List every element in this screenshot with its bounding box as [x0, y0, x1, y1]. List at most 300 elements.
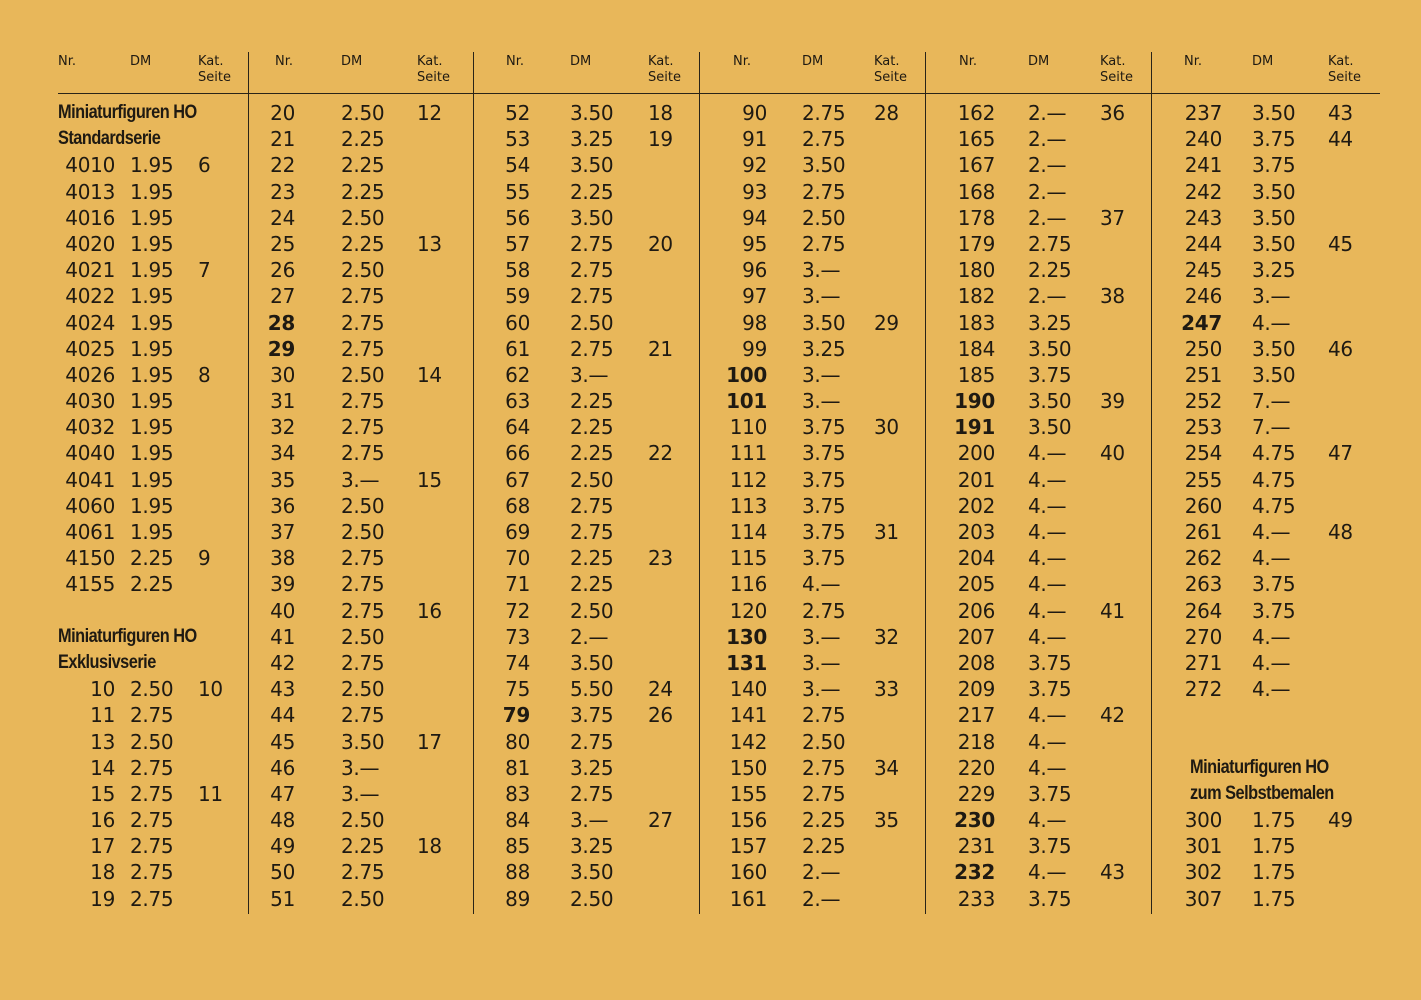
price-dm: 2.50 [341, 808, 385, 833]
table-row [926, 257, 1151, 283]
item-number: 19 [90, 886, 115, 911]
table-row [700, 702, 925, 728]
item-number: 4040 [65, 441, 115, 466]
catalog-page: 44 [1328, 127, 1353, 152]
price-dm: 3.50 [802, 153, 846, 178]
price-dm: 4.— [1252, 677, 1291, 702]
table-row [1152, 650, 1380, 676]
table-row [249, 833, 473, 859]
item-number: 74 [505, 650, 530, 675]
table-row [700, 755, 925, 781]
table-row [926, 152, 1151, 178]
table-row [700, 414, 925, 440]
item-number: 28 [267, 310, 295, 335]
item-number: 47 [270, 781, 295, 806]
table-row [58, 205, 248, 231]
price-list-table [58, 52, 1380, 914]
table-row [249, 205, 473, 231]
table-row [700, 729, 925, 755]
price-dm: 2.75 [341, 860, 385, 885]
catalog-page: 41 [1100, 598, 1125, 623]
price-dm: 2.75 [802, 755, 846, 780]
item-number: 130 [726, 624, 767, 649]
table-row [58, 388, 248, 414]
item-number: 64 [505, 415, 530, 440]
price-dm: 1.95 [130, 179, 174, 204]
table-row [249, 100, 473, 126]
item-number: 264 [1184, 598, 1222, 623]
table-row [926, 702, 1151, 728]
price-dm: 2.25 [570, 415, 614, 440]
item-number: 156 [729, 808, 767, 833]
table-row [1152, 440, 1380, 466]
price-dm: 3.75 [570, 703, 614, 728]
table-row [700, 126, 925, 152]
table-row [249, 126, 473, 152]
item-number: 101 [726, 389, 767, 414]
price-dm: 1.95 [130, 493, 174, 518]
item-number: 98 [742, 310, 767, 335]
section-heading: Miniaturfiguren HO [58, 625, 197, 647]
catalog-page: 17 [417, 729, 442, 754]
price-dm: 4.— [1028, 808, 1067, 833]
price-dm: 3.75 [1028, 834, 1072, 859]
header-nr: Nr. [506, 54, 525, 69]
price-dm: 3.50 [570, 205, 614, 230]
table-row [249, 807, 473, 833]
table-row [1152, 336, 1380, 362]
catalog-page: 9 [198, 546, 211, 571]
item-number: 13 [90, 729, 115, 754]
price-dm: 5.50 [570, 677, 614, 702]
price-dm: 3.50 [1252, 231, 1296, 256]
price-dm: 4.— [1028, 755, 1067, 780]
item-number: 208 [957, 650, 995, 675]
table-row [1152, 467, 1380, 493]
column-2 [248, 52, 473, 914]
price-dm: 1.95 [130, 231, 174, 256]
item-number: 68 [505, 493, 530, 518]
price-dm: 2.25 [802, 808, 846, 833]
price-dm: 3.50 [570, 101, 614, 125]
catalog-page: 46 [1328, 336, 1353, 361]
table-row [926, 362, 1151, 388]
table-row [1152, 126, 1380, 152]
price-dm: 4.75 [1252, 441, 1296, 466]
table-row [474, 702, 699, 728]
price-dm: 3.— [570, 362, 609, 387]
header-dm: DM [1252, 54, 1274, 69]
table-row [474, 179, 699, 205]
item-number: 184 [957, 336, 995, 361]
price-dm: 3.— [570, 808, 609, 833]
price-dm: 2.25 [341, 834, 385, 859]
catalog-page: 32 [874, 624, 899, 649]
table-row [249, 781, 473, 807]
table-row [474, 388, 699, 414]
item-number: 165 [957, 127, 995, 152]
price-dm: 2.25 [570, 572, 614, 597]
catalog-page: 34 [874, 755, 899, 780]
item-number: 157 [729, 834, 767, 859]
catalog-page: 43 [1100, 860, 1125, 885]
item-number: 29 [267, 336, 295, 361]
price-dm: 3.25 [802, 336, 846, 361]
header-dm: DM [130, 54, 152, 69]
item-number: 62 [505, 362, 530, 387]
price-dm: 2.75 [130, 755, 174, 780]
item-number: 34 [270, 441, 295, 466]
table-row [58, 833, 248, 859]
item-number: 4155 [65, 572, 115, 597]
table-row [249, 702, 473, 728]
table-row [700, 310, 925, 336]
price-dm: 2.75 [130, 703, 174, 728]
table-row [58, 519, 248, 545]
table-row [249, 676, 473, 702]
catalog-page: 7 [198, 258, 211, 283]
item-number: 4060 [65, 493, 115, 518]
item-number: 161 [729, 886, 767, 911]
price-dm: 2.— [802, 886, 841, 911]
spacer [58, 598, 248, 624]
price-dm: 3.— [802, 362, 841, 387]
table-row [249, 886, 473, 912]
price-dm: 2.50 [341, 258, 385, 283]
catalog-page: 24 [648, 677, 673, 702]
item-number: 50 [270, 860, 295, 885]
item-number: 72 [505, 598, 530, 623]
table-row [1152, 388, 1380, 414]
table-row [58, 440, 248, 466]
price-dm: 1.95 [130, 284, 174, 309]
item-number: 39 [270, 572, 295, 597]
table-row [1152, 414, 1380, 440]
price-dm: 4.75 [1252, 467, 1296, 492]
table-row [700, 283, 925, 309]
table-row [700, 336, 925, 362]
item-number: 4021 [65, 258, 115, 283]
table-row [926, 650, 1151, 676]
table-row [1152, 152, 1380, 178]
header-nr: Nr. [275, 54, 294, 69]
table-row [474, 231, 699, 257]
price-dm: 1.95 [130, 415, 174, 440]
catalog-page: 26 [648, 703, 673, 728]
catalog-page: 6 [198, 153, 211, 178]
column-header [926, 52, 1151, 92]
column-4 [699, 52, 925, 914]
table-row [58, 571, 248, 597]
catalog-page: 30 [874, 415, 899, 440]
catalog-page: 29 [874, 310, 899, 335]
table-row [700, 467, 925, 493]
table-row [474, 755, 699, 781]
table-row [474, 676, 699, 702]
item-number: 80 [505, 729, 530, 754]
price-dm: 2.75 [570, 781, 614, 806]
table-row [474, 807, 699, 833]
item-number: 114 [729, 520, 767, 544]
table-row [1152, 179, 1380, 205]
table-row [58, 310, 248, 336]
item-number: 254 [1184, 441, 1222, 466]
table-row [249, 283, 473, 309]
price-dm: 2.75 [570, 231, 614, 256]
item-number: 183 [957, 310, 995, 335]
item-number: 201 [957, 467, 995, 492]
table-row [926, 388, 1151, 414]
table-row [700, 886, 925, 912]
catalog-page: 38 [1100, 284, 1125, 309]
item-number: 243 [1184, 205, 1222, 230]
price-dm: 2.75 [570, 520, 614, 544]
item-number: 113 [729, 493, 767, 518]
price-dm: 3.50 [570, 860, 614, 885]
table-row [474, 336, 699, 362]
price-dm: 2.— [1028, 127, 1067, 152]
item-number: 262 [1184, 546, 1222, 571]
price-dm: 4.— [1028, 703, 1067, 728]
item-number: 51 [270, 886, 295, 911]
price-dm: 3.— [802, 258, 841, 283]
header-dm: DM [341, 54, 363, 69]
table-row [249, 598, 473, 624]
price-dm: 1.75 [1252, 834, 1296, 859]
price-dm: 2.50 [341, 886, 385, 911]
table-row [474, 729, 699, 755]
table-row [58, 179, 248, 205]
table-row [474, 467, 699, 493]
item-number: 32 [270, 415, 295, 440]
price-dm: 2.75 [341, 389, 385, 414]
price-dm: 3.50 [570, 650, 614, 675]
table-row [926, 440, 1151, 466]
price-dm: 1.75 [1252, 808, 1296, 833]
price-dm: 1.95 [130, 258, 174, 283]
item-number: 48 [270, 808, 295, 833]
price-dm: 3.75 [802, 493, 846, 518]
catalog-page: 40 [1100, 441, 1125, 466]
price-dm: 2.50 [802, 205, 846, 230]
section-heading: Miniaturfiguren HO [58, 102, 197, 123]
table-row [58, 362, 248, 388]
table-row [249, 414, 473, 440]
item-number: 69 [505, 520, 530, 544]
table-row [474, 440, 699, 466]
price-dm: 3.— [341, 755, 380, 780]
price-dm: 3.— [802, 677, 841, 702]
price-dm: 4.— [1028, 520, 1067, 544]
item-number: 190 [954, 389, 995, 414]
table-row [58, 493, 248, 519]
header-kat-seite: Kat. Seite [1328, 54, 1361, 85]
table-row [700, 362, 925, 388]
price-dm: 1.95 [130, 520, 174, 544]
price-dm: 2.75 [570, 493, 614, 518]
column-5 [925, 52, 1151, 914]
table-row [1152, 859, 1380, 885]
column-header [700, 52, 925, 92]
price-dm: 2.75 [802, 703, 846, 728]
price-dm: 2.75 [341, 336, 385, 361]
price-dm: 2.75 [341, 598, 385, 623]
table-row [58, 545, 248, 571]
table-row [926, 545, 1151, 571]
item-number: 120 [729, 598, 767, 623]
price-dm: 2.— [1028, 284, 1067, 309]
table-row [1152, 362, 1380, 388]
table-row [926, 519, 1151, 545]
item-number: 204 [957, 546, 995, 571]
table-row [58, 336, 248, 362]
price-dm: 3.50 [802, 310, 846, 335]
price-dm: 2.25 [570, 389, 614, 414]
table-row [1152, 493, 1380, 519]
item-number: 300 [1184, 808, 1222, 833]
table-row [1152, 545, 1380, 571]
table-row [474, 100, 699, 126]
catalog-page: 21 [648, 336, 673, 361]
price-dm: 2.75 [130, 834, 174, 859]
item-number: 131 [726, 650, 767, 675]
price-dm: 2.50 [570, 467, 614, 492]
price-dm: 1.95 [130, 467, 174, 492]
item-number: 42 [270, 650, 295, 675]
item-number: 15 [90, 781, 115, 806]
table-row [926, 833, 1151, 859]
table-row [926, 755, 1151, 781]
item-number: 88 [505, 860, 530, 885]
catalog-page: 16 [417, 598, 442, 623]
item-number: 26 [270, 258, 295, 283]
price-dm: 3.— [802, 650, 841, 675]
item-number: 84 [505, 808, 530, 833]
item-number: 70 [505, 546, 530, 571]
table-row [700, 388, 925, 414]
price-dm: 3.25 [570, 755, 614, 780]
item-number: 263 [1184, 572, 1222, 597]
item-number: 97 [742, 284, 767, 309]
item-number: 231 [957, 834, 995, 859]
table-row [926, 859, 1151, 885]
item-number: 307 [1184, 886, 1222, 911]
item-number: 41 [270, 624, 295, 649]
item-number: 301 [1184, 834, 1222, 859]
table-row [926, 336, 1151, 362]
price-dm: 3.25 [570, 127, 614, 152]
table-row [1152, 886, 1380, 912]
price-dm: 2.50 [341, 677, 385, 702]
price-dm: 7.— [1252, 389, 1291, 414]
item-number: 142 [729, 729, 767, 754]
table-row [1152, 283, 1380, 309]
item-number: 94 [742, 205, 767, 230]
item-number: 179 [957, 231, 995, 256]
table-row [926, 283, 1151, 309]
item-number: 20 [270, 101, 295, 125]
item-number: 200 [957, 441, 995, 466]
header-kat-seite: Kat. Seite [198, 54, 231, 85]
price-dm: 3.75 [1028, 650, 1072, 675]
catalog-page: 10 [198, 677, 223, 702]
item-number: 10 [90, 677, 115, 702]
price-dm: 2.— [570, 624, 609, 649]
item-number: 58 [505, 258, 530, 283]
table-row [58, 807, 248, 833]
item-number: 302 [1184, 860, 1222, 885]
table-row [700, 676, 925, 702]
item-number: 233 [957, 886, 995, 911]
price-dm: 4.— [802, 572, 841, 597]
table-row [1152, 807, 1380, 833]
item-number: 96 [742, 258, 767, 283]
table-row [249, 336, 473, 362]
item-number: 209 [957, 677, 995, 702]
item-number: 241 [1184, 153, 1222, 178]
table-row [1152, 833, 1380, 859]
table-row [926, 231, 1151, 257]
price-dm: 3.75 [1028, 677, 1072, 702]
item-number: 4010 [65, 153, 115, 178]
item-number: 115 [729, 546, 767, 571]
table-row [926, 493, 1151, 519]
item-number: 116 [729, 572, 767, 597]
price-dm: 2.75 [802, 127, 846, 152]
price-dm: 7.— [1252, 415, 1291, 440]
price-dm: 3.50 [1252, 179, 1296, 204]
item-number: 21 [270, 127, 295, 152]
table-row [474, 283, 699, 309]
section-heading: zum Selbstbemalen [1190, 782, 1334, 804]
catalog-page: 14 [417, 362, 442, 387]
price-dm: 4.— [1028, 598, 1067, 623]
table-row [1152, 571, 1380, 597]
price-dm: 2.75 [341, 310, 385, 335]
price-dm: 2.— [1028, 153, 1067, 178]
item-number: 57 [505, 231, 530, 256]
item-number: 35 [270, 467, 295, 492]
item-number: 61 [505, 336, 530, 361]
catalog-page: 31 [874, 520, 899, 544]
table-row [926, 100, 1151, 126]
catalog-page: 43 [1328, 101, 1353, 125]
catalog-page: 33 [874, 677, 899, 702]
column-header [1152, 52, 1380, 92]
price-dm: 4.75 [1252, 493, 1296, 518]
catalog-page: 45 [1328, 231, 1353, 256]
item-number: 240 [1184, 127, 1222, 152]
table-row [474, 833, 699, 859]
table-row [700, 440, 925, 466]
price-dm: 2.50 [130, 729, 174, 754]
table-row [58, 283, 248, 309]
item-number: 73 [505, 624, 530, 649]
item-number: 4150 [65, 546, 115, 571]
price-dm: 2.75 [802, 231, 846, 256]
table-row [700, 152, 925, 178]
item-number: 180 [957, 258, 995, 283]
item-number: 203 [957, 520, 995, 544]
table-row [474, 414, 699, 440]
table-row [700, 859, 925, 885]
item-number: 242 [1184, 179, 1222, 204]
price-dm: 2.25 [570, 546, 614, 571]
item-number: 162 [957, 101, 995, 125]
price-dm: 2.50 [341, 520, 385, 544]
price-dm: 3.25 [570, 834, 614, 859]
item-number: 17 [90, 834, 115, 859]
